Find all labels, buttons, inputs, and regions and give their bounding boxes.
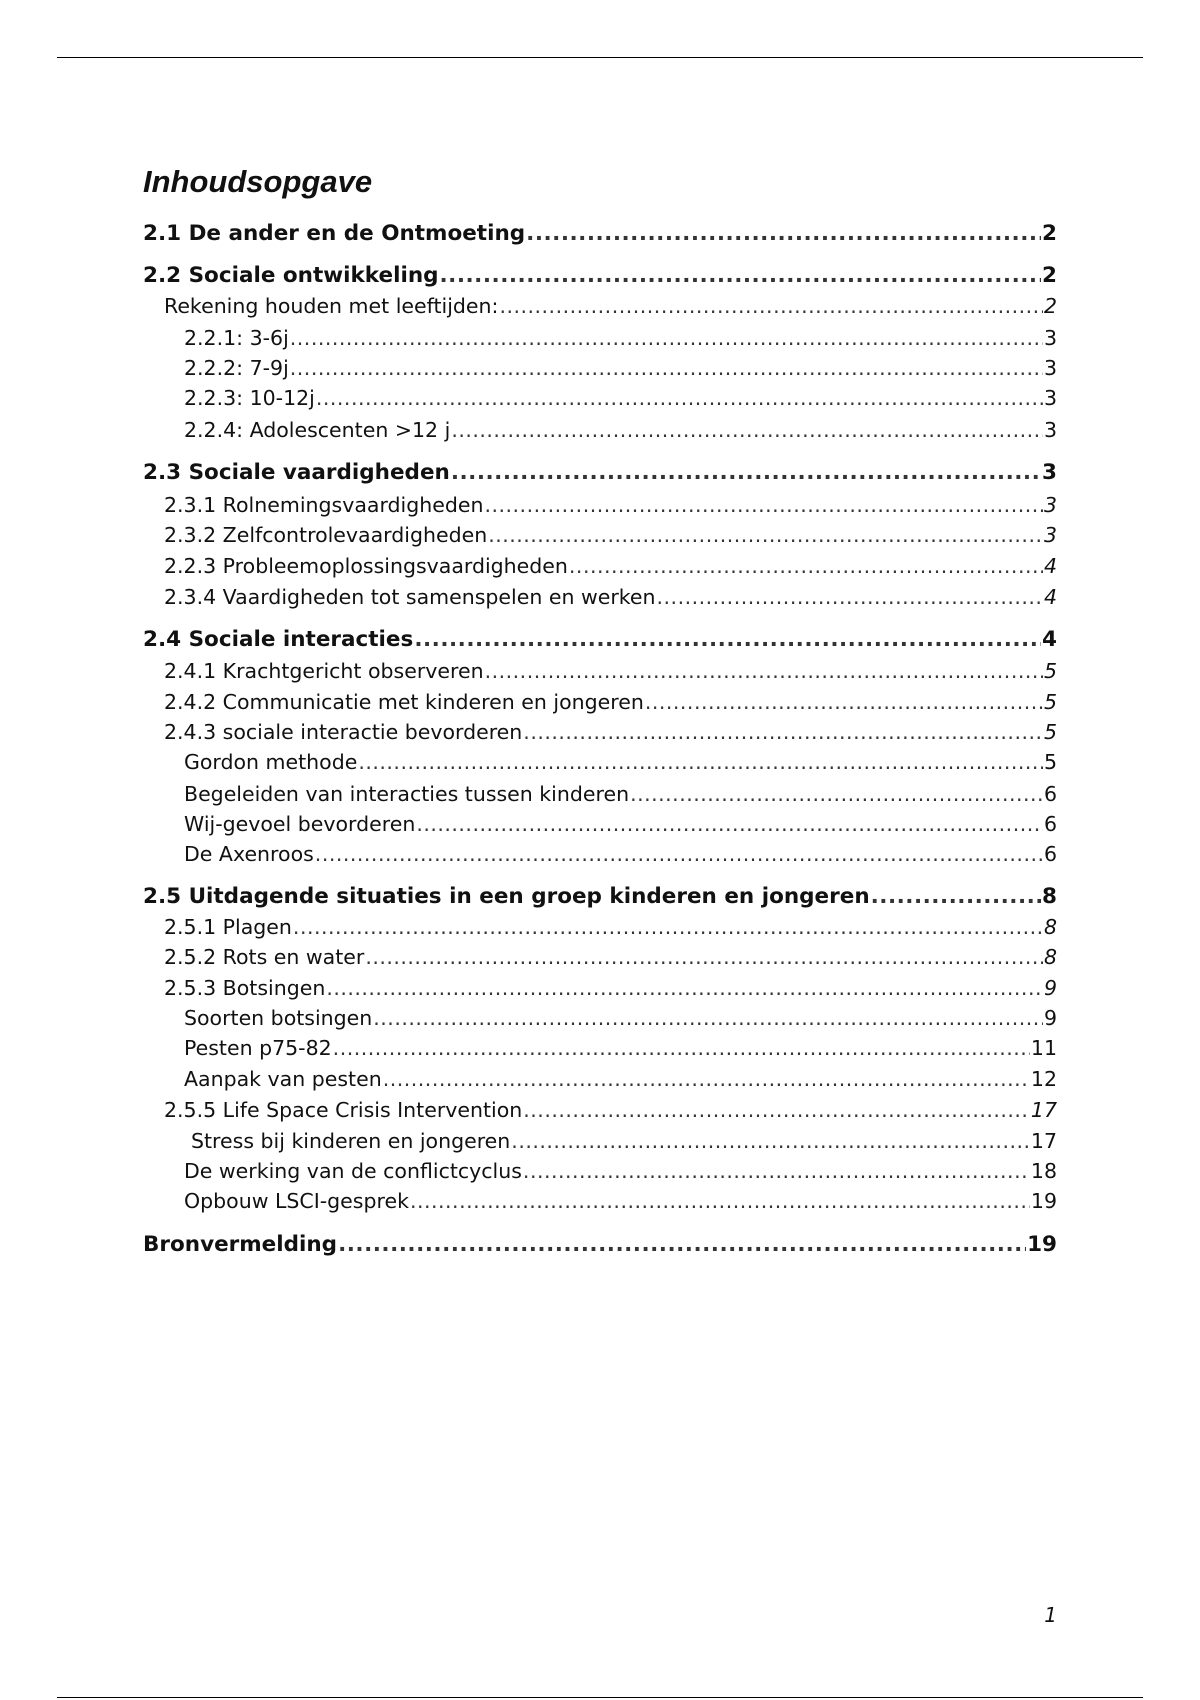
toc-entry-label: Soorten botsingen — [184, 1006, 373, 1030]
toc-entry-label: Gordon methode — [184, 750, 358, 774]
dot-leader — [630, 780, 1043, 808]
toc-entry-page: 5 — [1043, 690, 1057, 714]
toc-entry-label: 2.2.4: Adolescenten >12 j — [184, 418, 451, 442]
toc-entry-page: 18 — [1030, 1159, 1057, 1183]
dot-leader — [414, 626, 1041, 654]
dot-leader — [645, 688, 1043, 716]
toc-entry[interactable] — [143, 583, 1057, 611]
toc-entry-page: 9 — [1043, 976, 1057, 1000]
toc-entry[interactable] — [143, 840, 1057, 868]
toc-entry-label: 2.5.3 Botsingen — [164, 976, 326, 1000]
toc-entry-page: 8 — [1043, 945, 1057, 969]
toc-entry-page: 3 — [1043, 386, 1057, 410]
toc-entry-page: 5 — [1043, 659, 1057, 683]
toc-entry-label: Stress bij kinderen en jongeren — [191, 1129, 511, 1153]
toc-entry[interactable] — [143, 974, 1057, 1002]
header-rule — [57, 57, 1143, 58]
toc-entry-page: 2 — [1042, 263, 1057, 288]
dot-leader — [440, 262, 1042, 290]
toc-entry-page: 19 — [1027, 1232, 1057, 1257]
toc-entry-label: De Axenroos — [184, 842, 314, 866]
toc-entry-page: 3 — [1043, 326, 1057, 350]
toc-entry-label: 2.3.4 Vaardigheden tot samenspelen en werken — [164, 585, 656, 609]
dot-leader — [451, 459, 1041, 487]
toc-entry-page: 3 — [1043, 418, 1057, 442]
toc-entry[interactable] — [143, 1127, 1057, 1155]
toc-entry-label: 2.3.1 Rolnemingsvaardigheden — [164, 493, 484, 517]
dot-leader — [569, 552, 1043, 580]
toc-entry[interactable] — [143, 1157, 1057, 1185]
dot-leader — [485, 657, 1043, 685]
toc-entry-page: 12 — [1030, 1067, 1057, 1091]
toc-entry-page: 3 — [1043, 356, 1057, 380]
toc-entry[interactable] — [143, 913, 1057, 941]
toc-entry-page: 6 — [1043, 842, 1057, 866]
toc-entry-label: De werking van de conflictcyclus — [184, 1159, 522, 1183]
toc-entry-page: 4 — [1043, 554, 1057, 578]
dot-leader — [488, 521, 1043, 549]
dot-leader — [499, 292, 1043, 320]
toc-entry-page: 4 — [1043, 585, 1057, 609]
dot-leader — [451, 416, 1043, 444]
dot-leader — [511, 1127, 1030, 1155]
dot-leader — [365, 943, 1043, 971]
toc-entry[interactable] — [143, 459, 1057, 487]
toc-entry-label: Pesten p75-82 — [184, 1036, 332, 1060]
toc-entry[interactable] — [143, 262, 1057, 290]
toc-entry-label: 2.4.3 sociale interactie bevorderen — [164, 720, 523, 744]
toc-entry-label: 2.5.1 Plagen — [164, 915, 292, 939]
toc-entry-label: Opbouw LSCI-gesprek — [184, 1189, 409, 1213]
dot-leader — [416, 810, 1043, 838]
toc-entry-label: 2.5.2 Rots en water — [164, 945, 365, 969]
footer-rule — [57, 1697, 1143, 1698]
toc-entry-label: Bronvermelding — [143, 1232, 338, 1257]
toc-entry[interactable] — [143, 416, 1057, 444]
toc-entry-page: 11 — [1030, 1036, 1057, 1060]
toc-entry[interactable] — [143, 1231, 1057, 1259]
page-number: 1 — [1044, 1603, 1057, 1627]
toc-entry[interactable] — [143, 688, 1057, 716]
toc-entry[interactable] — [143, 748, 1057, 776]
toc-entry[interactable] — [143, 491, 1057, 519]
dot-leader — [293, 913, 1043, 941]
toc-entry-label: 2.4.1 Krachtgericht observeren — [164, 659, 484, 683]
toc-entry-page: 9 — [1043, 1006, 1057, 1030]
dot-leader — [290, 324, 1043, 352]
dot-leader — [358, 748, 1043, 776]
dot-leader — [333, 1034, 1030, 1062]
toc-entry-label: Rekening houden met leeftijden: — [164, 294, 499, 318]
toc-entry[interactable] — [143, 883, 1057, 911]
toc-entry[interactable] — [143, 810, 1057, 838]
toc-entry[interactable] — [143, 780, 1057, 808]
toc-entry-label: 2.1 De ander en de Ontmoeting — [143, 221, 526, 246]
toc-entry-page: 17 — [1030, 1098, 1057, 1122]
toc-entry-page: 2 — [1043, 294, 1057, 318]
dot-leader — [523, 1157, 1030, 1185]
toc-entry-label: 2.5.5 Life Space Crisis Intervention — [164, 1098, 523, 1122]
dot-leader — [373, 1004, 1043, 1032]
toc-entry-label: 2.2.3 Probleemoplossingsvaardigheden — [164, 554, 568, 578]
toc-entry-label: 2.2.2: 7-9j — [184, 356, 289, 380]
toc-entry-page: 19 — [1030, 1189, 1057, 1213]
dot-leader — [383, 1065, 1030, 1093]
toc-entry-label: 2.3 Sociale vaardigheden — [143, 460, 450, 485]
toc-entry-page: 8 — [1043, 915, 1057, 939]
toc-entry-page: 3 — [1042, 460, 1057, 485]
dot-leader — [410, 1187, 1030, 1215]
toc-entry-label: 2.5 Uitdagende situaties in een groep kinderen en jongeren — [143, 884, 870, 909]
toc-entry-page: 3 — [1043, 493, 1057, 517]
toc-entry[interactable] — [143, 552, 1057, 580]
toc-entry-label: 2.2 Sociale ontwikkeling — [143, 263, 439, 288]
toc-entry[interactable] — [143, 1187, 1057, 1215]
toc-entry-label: 2.2.1: 3-6j — [184, 326, 289, 350]
toc-entry-page: 5 — [1043, 720, 1057, 744]
dot-leader — [523, 1096, 1030, 1124]
toc-entry[interactable] — [143, 292, 1057, 320]
toc-entry[interactable] — [143, 657, 1057, 685]
dot-leader — [657, 583, 1043, 611]
toc-entry-label: 2.4 Sociale interacties — [143, 627, 414, 652]
toc-entry-label: Aanpak van pesten — [184, 1067, 382, 1091]
dot-leader — [523, 718, 1043, 746]
toc-entry[interactable] — [143, 324, 1057, 352]
toc-entry[interactable] — [143, 943, 1057, 971]
toc-entry[interactable] — [143, 521, 1057, 549]
toc-entry[interactable] — [143, 626, 1057, 654]
toc-entry[interactable] — [143, 1065, 1057, 1093]
dot-leader — [290, 354, 1043, 382]
toc-entry[interactable] — [143, 1034, 1057, 1062]
dot-leader — [338, 1231, 1026, 1259]
toc-entry-page: 4 — [1042, 627, 1057, 652]
toc-entry[interactable] — [143, 1096, 1057, 1124]
toc-entry-page: 6 — [1043, 782, 1057, 806]
toc-entry-label: 2.4.2 Communicatie met kinderen en jongeren — [164, 690, 644, 714]
toc-entry-label: Begeleiden van interacties tussen kinderen — [184, 782, 630, 806]
toc-entry[interactable] — [143, 718, 1057, 746]
dot-leader — [315, 840, 1043, 868]
toc-entry-page: 5 — [1043, 750, 1057, 774]
dot-leader — [326, 974, 1043, 1002]
toc-entry[interactable] — [143, 354, 1057, 382]
toc-entry[interactable] — [143, 384, 1057, 412]
toc-entry-label: 2.2.3: 10-12j — [184, 386, 315, 410]
toc-entry-page: 2 — [1042, 221, 1057, 246]
dot-leader — [484, 491, 1042, 519]
page-title: Inhoudsopgave — [143, 164, 373, 199]
toc-entry-page: 6 — [1043, 812, 1057, 836]
toc-entry-page: 17 — [1030, 1129, 1057, 1153]
dot-leader — [871, 883, 1041, 911]
dot-leader — [526, 220, 1041, 248]
toc-entry[interactable] — [143, 1004, 1057, 1032]
dot-leader — [316, 384, 1043, 412]
toc-entry[interactable] — [143, 220, 1057, 248]
toc-entry-page: 8 — [1042, 884, 1057, 909]
toc-entry-label: Wij-gevoel bevorderen — [184, 812, 416, 836]
toc-entry-page: 3 — [1043, 523, 1057, 547]
toc-entry-label: 2.3.2 Zelfcontrolevaardigheden — [164, 523, 488, 547]
